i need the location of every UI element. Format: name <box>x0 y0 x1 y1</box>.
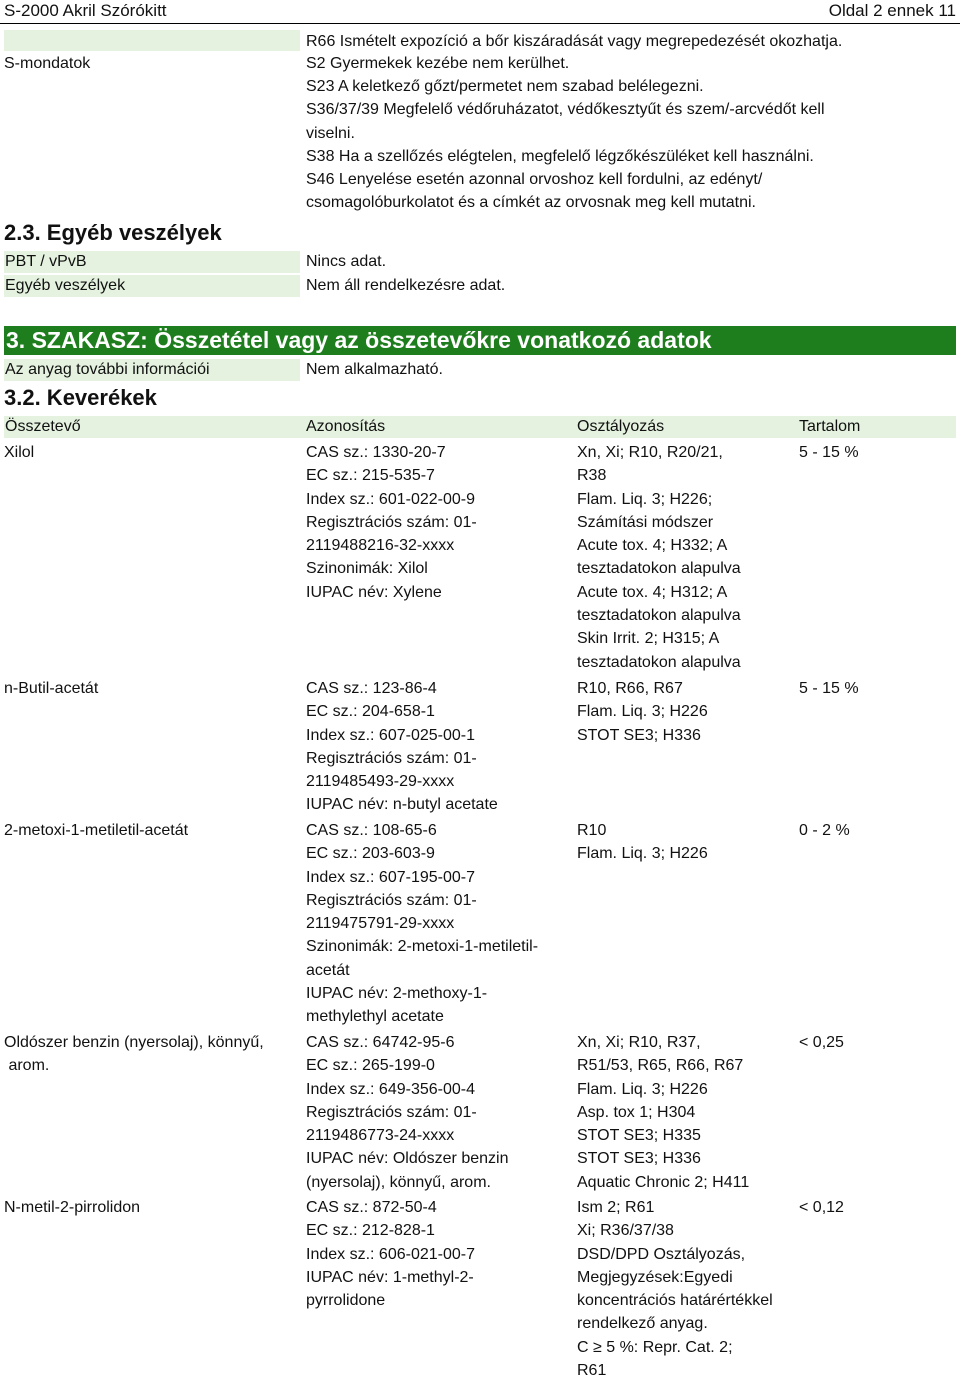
table-row-content: < 0,25 <box>799 1034 844 1051</box>
document-title: S-2000 Akril Szórókitt <box>4 1 167 20</box>
s-phrase-line: S38 Ha a szellőzés elégtelen, megfelelő légzőkészüléket kell használni. <box>306 147 814 165</box>
r-phrase-label-cell <box>4 30 300 51</box>
table-row-content: 0 - 2 % <box>799 822 850 839</box>
table-row-identification: CAS sz.: 1330-20-7 EC sz.: 215-535-7 Index sz.: 601-022-00-9 Regisztrációs szám: 01- 2119488216-32-xxxx Szinonimák: Xilol IUPAC név: Xylene <box>306 444 477 601</box>
table-row-classification: Ism 2; R61 Xi; R36/37/38 DSD/DPD Osztályozás, Megjegyzések:Egyedi koncentrációs határértékkel rendelkező anyag. C ≥ 5 %: Repr. Cat. 2; R61 <box>577 1199 773 1380</box>
table-row-component: Xilol <box>4 444 35 461</box>
section-2-3-heading: 2.3. Egyéb veszélyek <box>4 220 222 245</box>
column-header-content: Tartalom <box>799 418 861 435</box>
table-row-component: Oldószer benzin (nyersolaj), könnyű, arom. <box>4 1034 264 1075</box>
pbt-label: PBT / vPvB <box>4 251 300 273</box>
substance-info-label: Az anyag további információi <box>4 359 300 381</box>
table-row-content: < 0,12 <box>799 1199 844 1216</box>
s-phrase-line: csomagolóburkolatot és a címkét az orvosnak meg kell mutatni. <box>306 194 756 212</box>
s-phrase-line: S23 A keletkező gőzt/permetet nem szabad belélegezni. <box>306 78 704 96</box>
table-row-classification: R10, R66, R67 Flam. Liq. 3; H226 STOT SE3; H336 <box>577 680 708 744</box>
section-3-title-bar: 3. SZAKASZ: Összetétel vagy az összetevőkre vonatkozó adatok <box>4 326 956 355</box>
column-header-classification: Osztályozás <box>577 418 665 435</box>
s-phrase-line: S46 Lenyelése esetén azonnal orvoshoz kell fordulni, az edényt/ <box>306 171 763 189</box>
page-header <box>0 0 960 24</box>
substance-info-value: Nem alkalmazható. <box>306 361 443 378</box>
table-row-identification: CAS sz.: 108-65-6 EC sz.: 203-603-9 Index sz.: 607-195-00-7 Regisztrációs szám: 01- 2119475791-29-xxxx Szinonimák: 2-metoxi-1-metiletil- acetát IUPAC név: 2-methoxy-1- methylethyl acetate <box>306 822 539 1026</box>
table-row-classification: R10 Flam. Liq. 3; H226 <box>577 822 708 863</box>
table-row-classification: Xn, Xi; R10, R37, R51/53, R65, R66, R67 Flam. Liq. 3; H226 Asp. tox 1; H304 STOT SE3; H335 STOT SE3; H336 Aquatic Chronic 2; H411 <box>577 1034 750 1191</box>
column-header-component: Összetevő <box>5 418 81 435</box>
s-phrases-label: S-mondatok <box>4 55 91 72</box>
other-hazards-value: Nem áll rendelkezésre adat. <box>306 277 506 294</box>
pbt-value: Nincs adat. <box>306 253 387 270</box>
mixture-table-header <box>4 416 956 438</box>
table-row-component: 2-metoxi-1-metiletil-acetát <box>4 822 189 839</box>
s-phrase-line: S2 Gyermekek kezébe nem kerülhet. <box>306 55 570 72</box>
table-row-content: 5 - 15 % <box>799 680 859 697</box>
s-phrase-line: viselni. <box>306 124 355 142</box>
table-row-identification: CAS sz.: 64742-95-6 EC sz.: 265-199-0 Index sz.: 649-356-00-4 Regisztrációs szám: 01- 2119486773-24-xxxx IUPAC név: Oldószer benzin (nyersolaj), könnyű, arom. <box>306 1034 509 1191</box>
section-3-2-heading: 3.2. Keverékek <box>4 385 157 410</box>
table-row-identification: CAS sz.: 872-50-4 EC sz.: 212-828-1 Index sz.: 606-021-00-7 IUPAC név: 1-methyl-2- pyrrolidone <box>306 1199 475 1310</box>
r66-text: R66 Ismételt expozíció a bőr kiszáradását vagy megrepedezését okozhatja. <box>306 33 843 50</box>
other-hazards-label: Egyéb veszélyek <box>4 275 300 297</box>
table-row-content: 5 - 15 % <box>799 444 859 461</box>
table-row-classification: Xn, Xi; R10, R20/21, R38 Flam. Liq. 3; H226; Számítási módszer Acute tox. 4; H332; A tesztadatokon alapulva Acute tox. 4; H312; A tesztadatokon alapulva Skin Irrit. 2; H315; A tesztadatokon alapulva <box>577 444 741 671</box>
table-row-component: N-metil-2-pirrolidon <box>4 1199 141 1216</box>
s-phrase-line: S36/37/39 Megfelelő védőruházatot, védőkesztyűt és szem/-arcvédőt kell <box>306 101 825 119</box>
page-number: Oldal 2 ennek 11 <box>828 1 956 20</box>
s-phrases-list <box>306 52 956 214</box>
table-row-identification: CAS sz.: 123-86-4 EC sz.: 204-658-1 Index sz.: 607-025-00-1 Regisztrációs szám: 01- 2119485493-29-xxxx IUPAC név: n-butyl acetate <box>306 680 498 814</box>
table-row-component: n-Butil-acetát <box>4 680 99 697</box>
column-header-identification: Azonosítás <box>306 418 386 435</box>
